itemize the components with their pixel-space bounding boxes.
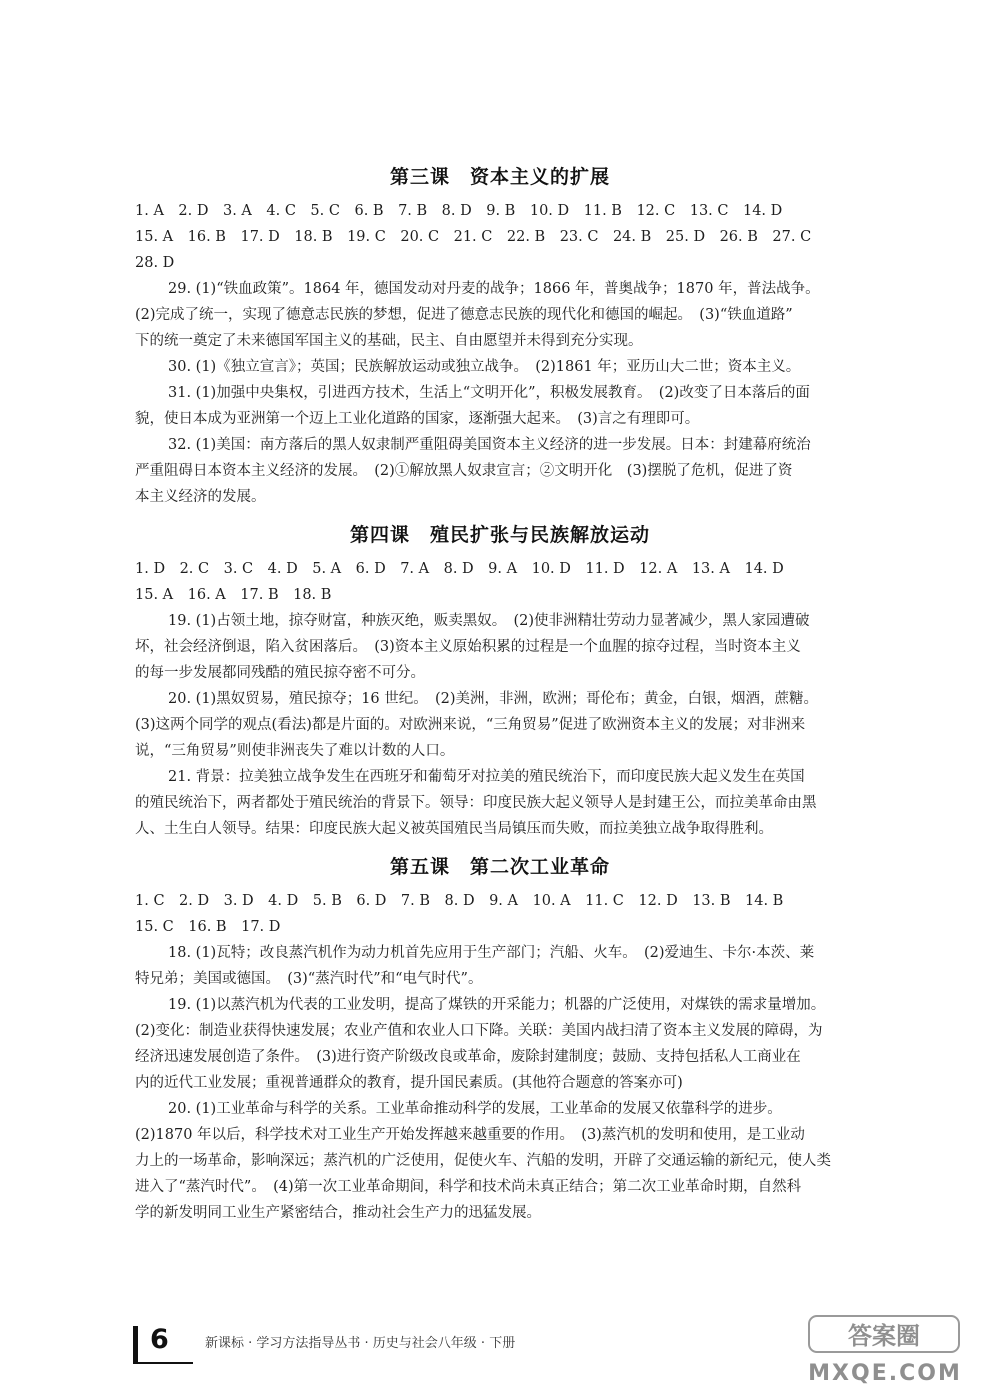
answer-line: 1. D 2. C 3. C 4. D 5. A 6. D 7. A 8. D 9. A 10. D 11. D 12. A 13. A 14. D	[135, 561, 784, 577]
answer-line: 的每一步发展都同残酷的殖民掠夺密不可分。	[135, 665, 425, 681]
answer-line: 内的近代工业发展；重视普通群众的教育，提升国民素质。(其他符合题意的答案亦可)	[135, 1075, 683, 1091]
watermark-logo	[805, 1310, 975, 1390]
answer-line: (2)完成了统一，实现了德意志民族的梦想，促进了德意志民族的现代化和德国的崛起。 (3)“铁血道路”	[135, 307, 793, 323]
answer-line: 特兄弟；美国或德国。 (3)“蒸汽时代”和“电气时代”。	[135, 971, 483, 987]
answer-line: 15. A 16. A 17. B 18. B	[135, 587, 332, 603]
lesson-3-title: 第三课 资本主义的扩展	[389, 166, 610, 188]
answer-line: (3)这两个同学的观点(看法)都是片面的。对欧洲来说，“三角贸易”促进了欧洲资本主义的发展；对非洲来	[135, 717, 806, 733]
answer-line: 1. C 2. D 3. D 4. D 5. B 6. D 7. B 8. D 9. A 10. A 11. C 12. D 13. B 14. B	[135, 893, 784, 909]
answer-line: 31. (1)加强中央集权，引进西方技术，生活上“文明开化”，积极发展教育。 (2)改变了日本落后的面	[168, 385, 810, 401]
page-number: 6	[150, 1324, 169, 1355]
answer-line: 18. (1)瓦特；改良蒸汽机作为动力机首先应用于生产部门；汽船、火车。 (2)爱迪生、卡尔·本茨、莱	[168, 945, 815, 961]
answer-line: 30. (1)《独立宣言》；英国；民族解放运动或独立战争。 (2)1861 年；亚历山大二世；资本主义。	[168, 359, 801, 375]
watermark-logo-text: 答案圈	[848, 1322, 920, 1350]
answer-line: 32. (1)美国：南方落后的黑人奴隶制严重阻碍美国资本主义经济的进一步发展。日本：封建幕府统治	[168, 437, 811, 453]
answer-line: 15. C 16. B 17. D	[135, 919, 281, 935]
lesson-4-title: 第四课 殖民扩张与民族解放运动	[349, 524, 650, 546]
answer-line: 貌，使日本成为亚洲第一个迈上工业化道路的国家，逐渐强大起来。 (3)言之有理即可。	[135, 411, 700, 427]
answer-line: 经济迅速发展创造了条件。 (3)进行资产阶级改良或革命，废除封建制度；鼓励、支持包括私人工商业在	[135, 1049, 801, 1065]
answer-line: 下的统一奠定了未来德国军国主义的基础，民主、自由愿望并未得到充分实现。	[135, 333, 643, 349]
answer-line: 15. A 16. B 17. D 18. B 19. C 20. C 21. C 22. B 23. C 24. B 25. D 26. B 27. C	[135, 229, 812, 245]
answer-line: 坏，社会经济倒退，陷入贫困落后。 (3)资本主义原始积累的过程是一个血腥的掠夺过程，当时资本主义	[135, 639, 801, 655]
answer-line: 力上的一场革命，影响深远；蒸汽机的广泛使用，促使火车、汽船的发明，开辟了交通运输的新纪元，使人类	[135, 1153, 831, 1169]
answer-line: 严重阻碍日本资本主义经济的发展。 (2)①解放黑人奴隶宣言；②文明开化 (3)摆脱了危机，促进了资	[135, 463, 793, 479]
answer-line: 19. (1)以蒸汽机为代表的工业发明，提高了煤铁的开采能力；机器的广泛使用，对煤铁的需求量增加。	[168, 997, 826, 1013]
footer-marker-bar	[133, 1326, 138, 1362]
answer-line: 本主义经济的发展。	[135, 489, 266, 505]
answer-line: 20. (1)工业革命与科学的关系。工业革命推动科学的发展，工业革命的发展又依靠科学的进步。	[168, 1101, 782, 1117]
answer-line: 人、土生白人领导。结果：印度民族大起义被英国殖民当局镇压而失败，而拉美独立战争取得胜利。	[135, 821, 773, 837]
answer-line: 进入了“蒸汽时代”。 (4)第一次工业革命期间，科学和技术尚未真正结合；第二次工业革命时期，自然科	[135, 1179, 802, 1195]
answer-line: 21. 背景：拉美独立战争发生在西班牙和葡萄牙对拉美的殖民统治下，而印度民族大起义发生在英国	[168, 769, 805, 785]
answer-line: 19. (1)占领土地，掠夺财富，种族灭绝，贩卖黑奴。 (2)使非洲精壮劳动力显著减少，黑人家园遭破	[168, 613, 810, 629]
answer-line: 29. (1)“铁血政策”。1864 年，德国发动对丹麦的战争；1866 年，普奥战争；1870 年，普法战争。	[168, 281, 820, 297]
answer-line: 20. (1)黑奴贸易，殖民掠夺；16 世纪。 (2)美洲，非洲，欧洲；哥伦布；黄金，白银，烟酒，蔗糖。	[168, 691, 819, 707]
answer-line: 的殖民统治下，两者都处于殖民统治的背景下。领导：印度民族大起义领导人是封建王公，而拉美革命由黑	[135, 795, 817, 811]
answer-line: 28. D	[135, 255, 175, 271]
answer-line: (2)变化：制造业获得快速发展；农业产值和农业人口下降。关联：美国内战扫清了资本主义发展的障碍，为	[135, 1023, 823, 1039]
lesson-5-title: 第五课 第二次工业革命	[389, 856, 610, 878]
answer-line: 1. A 2. D 3. A 4. C 5. C 6. B 7. B 8. D 9. B 10. D 11. B 12. C 13. C 14. D	[135, 203, 783, 219]
footer-rule	[133, 1362, 193, 1364]
answer-line: 说，“三角贸易”则使非洲丧失了难以计数的人口。	[135, 743, 455, 759]
answer-line: (2)1870 年以后，科学技术对工业生产开始发挥越来越重要的作用。 (3)蒸汽机的发明和使用，是工业动	[135, 1127, 805, 1143]
watermark-url: MXQE.COM	[808, 1361, 962, 1386]
book-title: 新课标 · 学习方法指导丛书 · 历史与社会八年级 · 下册	[205, 1336, 516, 1351]
answer-line: 学的新发明同工业生产紧密结合，推动社会生产力的迅猛发展。	[135, 1205, 541, 1221]
